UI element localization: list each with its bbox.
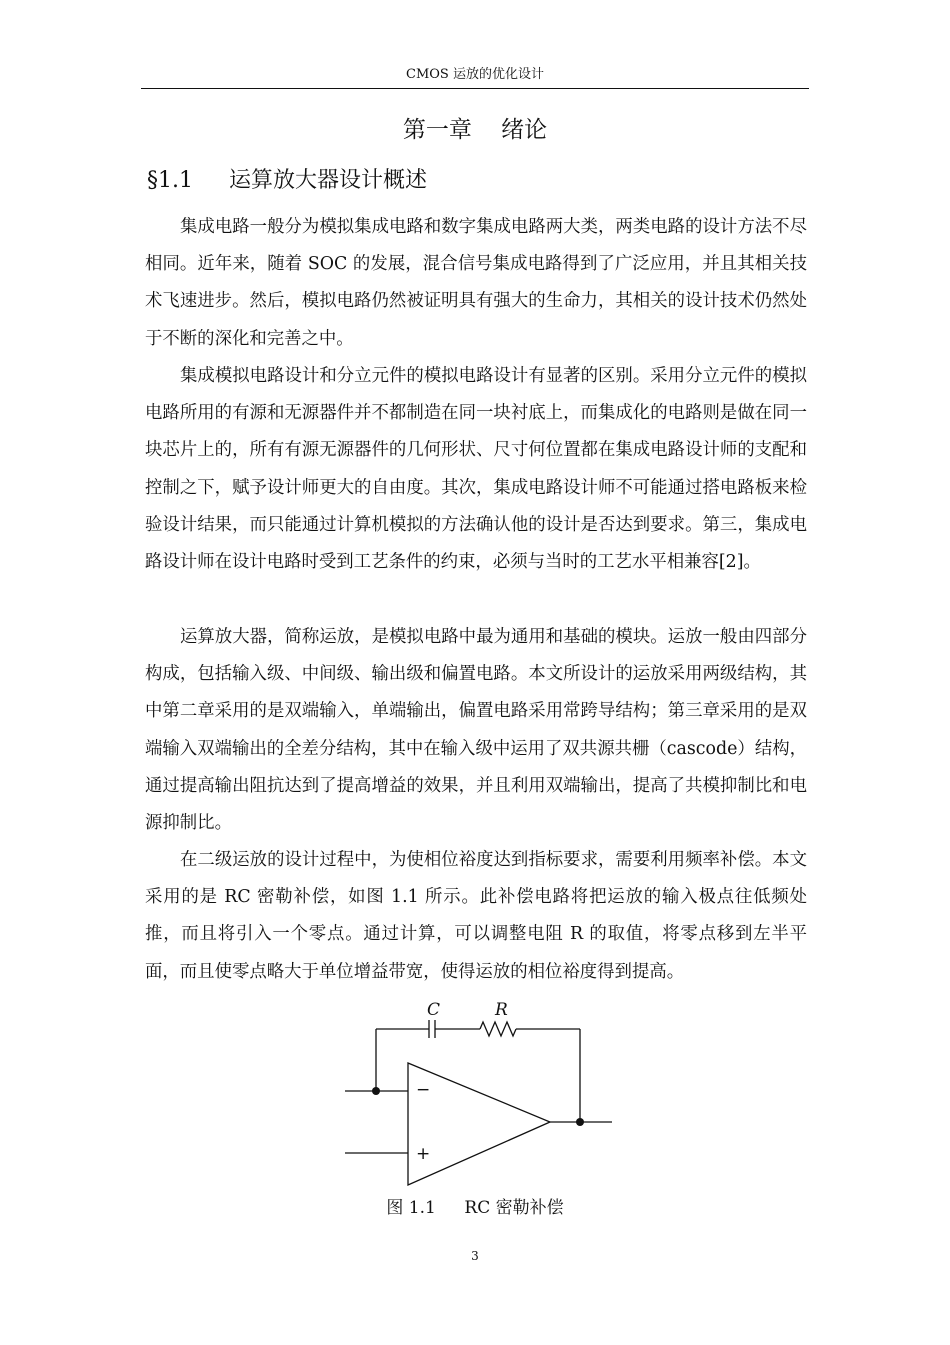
paragraph-3: 运算放大器，简称运放，是模拟电路中最为通用和基础的模块。运放一般由四部分构成，包括输入级、中间级、输出级和偏置电路。本文所设计的运放采用两级结构，其中第二章采用的是双端输入，单端输出，偏置电路采用常跨导结构；第三章采用的是双端输入双端输出的全差分结构，其中在输入级中运用了双共源共栅（cascode）结构，通过提高输出阻抗达到了提高增益的效果，并且利用双端输出，提高了共模抑制比和电源抑制比。 [145,627,807,834]
circuit-diagram [340,995,620,1190]
figure-caption-text: RC 密勒补偿 [464,1198,564,1218]
resistor-label: R [495,1000,508,1020]
paragraph-1: 集成电路一般分为模拟集成电路和数字集成电路两大类，两类电路的设计方法不尽相同。近年来，随着 SOC 的发展，混合信号集成电路得到了广泛应用，并且其相关技术飞速进步。然后，模拟电路仍然被证明具有强大的生命力，其相关的设计技术仍然处于不断的深化和完善之中。 [145,217,807,349]
section-title: 运算放大器设计概述 [229,168,428,193]
section-heading [147,165,427,197]
page-number: 3 [471,1249,479,1263]
header-rule [141,88,809,89]
figure-caption-number: 图 1.1 [386,1198,436,1218]
output-junction-dot [576,1118,584,1126]
capacitor-label: C [427,1000,441,1020]
paragraph-4: 在二级运放的设计过程中，为使相位裕度达到指标要求，需要利用频率补偿。本文采用的是 RC 密勒补偿，如图 1.1 所示。此补偿电路将把运放的输入极点往低频处推，而且将引入一个零点。通过计算，可以调整电阻 R 的取值，将零点移到左半平面，而且使零点略大于单位增益带宽，使得运放的相位裕度得到提高。 [145,850,807,982]
paragraph-2: 集成模拟电路设计和分立元件的模拟电路设计有显著的区别。采用分立元件的模拟电路所用的有源和无源器件并不都制造在同一块衬底上，而集成化的电路则是做在同一块芯片上的，所有有源无源器件的几何形状、尺寸何位置都在集成电路设计师的支配和控制之下，赋予设计师更大的自由度。其次，集成电路设计师不可能通过搭电路板来检验设计结果，而只能通过计算机模拟的方法确认他的设计是否达到要求。第三，集成电路设计师在设计电路时受到工艺条件的约束，必须与当时的工艺水平相兼容[2]。 [145,366,807,573]
running-header: CMOS 运放的优化设计 [406,67,544,82]
resistor-zigzag [480,1022,516,1036]
chapter-title: 第一章 绪论 [402,117,548,143]
section-number: §1.1 [147,168,193,193]
figure-caption [0,1196,950,1220]
minus-sign: − [416,1080,431,1100]
input-junction-dot [372,1087,380,1095]
plus-sign: + [416,1144,431,1164]
miller-compensation-figure [340,995,620,1190]
